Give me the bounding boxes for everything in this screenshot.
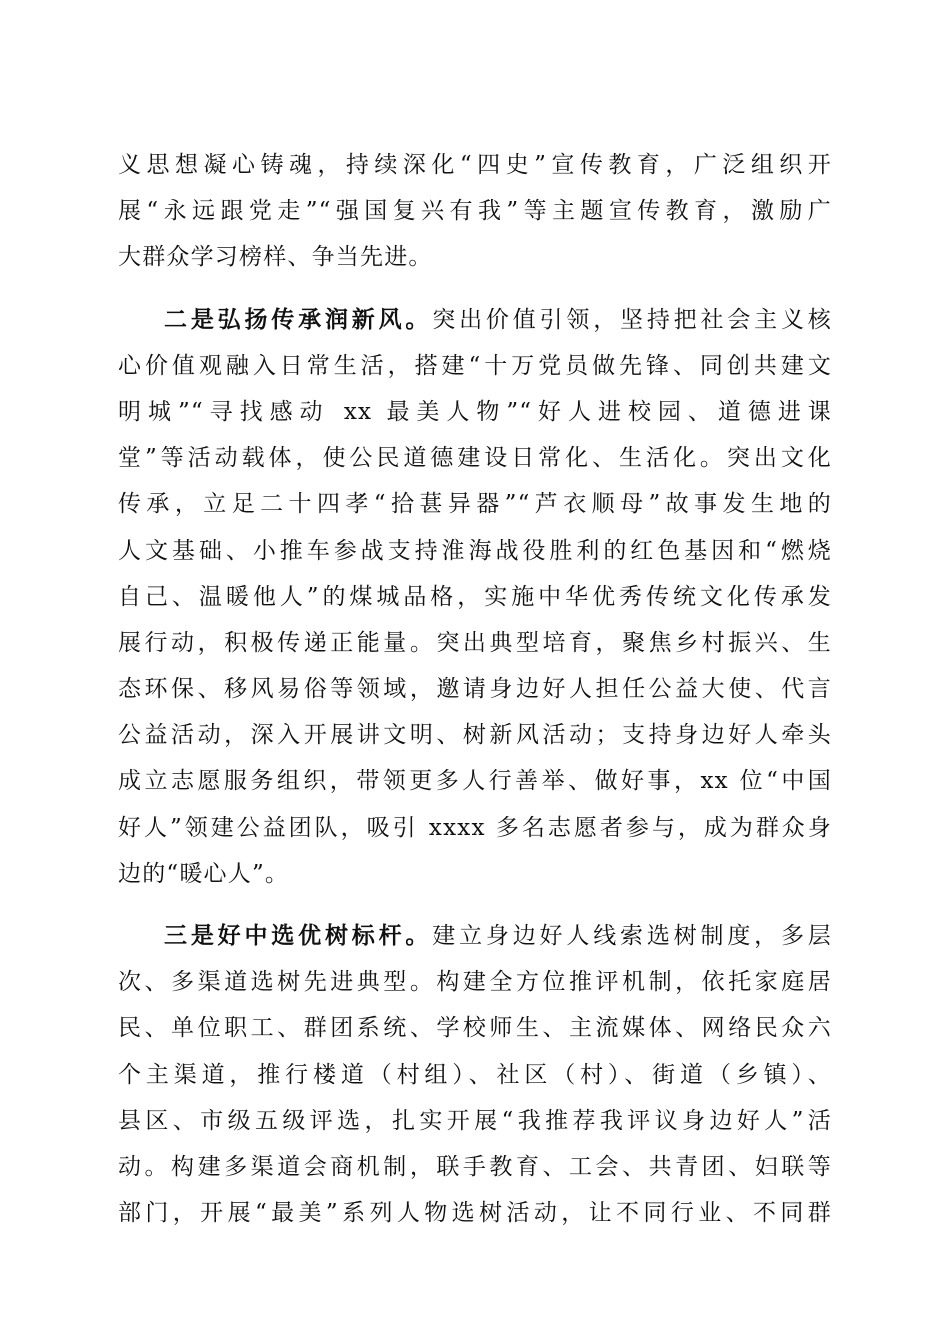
- text-line: 民、单位职工、群团系统、学校师生、主流媒体、网络民众六: [118, 1015, 832, 1042]
- paragraph-3: [118, 913, 832, 1236]
- text-line: [118, 913, 832, 959]
- text-line: 堂”等活动载体，使公民道德建设日常化、生活化。突出文化: [118, 445, 832, 472]
- text-line: 展行动，积极传递正能量。突出典型培育，聚焦乡村振兴、生: [118, 629, 832, 656]
- text-line: 县区、市级五级评选，扎实开展“我推荐我评议身边好人”活: [118, 1107, 832, 1134]
- text-line: 态环保、移风易俗等领域，邀请身边好人担任公益大使、代言: [118, 676, 832, 703]
- paragraph-lead-heading: 二是弘扬传承润新风。: [164, 305, 433, 333]
- text-line: 大群众学习榜样、争当先进。: [118, 244, 433, 271]
- text-line: [118, 297, 832, 343]
- text-line: 义思想凝心铸魂，持续深化“四史”宣传教育，广泛组织开: [118, 152, 832, 178]
- text-line: 公益活动，深入开展讲文明、树新风活动；支持身边好人牵头: [118, 722, 832, 749]
- text-line: 成立志愿服务组织，带领更多人行善举、做好事，xx 位“中国: [118, 768, 832, 795]
- paragraph-lead-heading: 三是好中选优树标杆。: [164, 922, 433, 949]
- text-line: 传承，立足二十四孝“拾葚异器”“芦衣顺母”故事发生地的: [118, 491, 832, 518]
- paragraph-1: [118, 142, 832, 281]
- text-line: 展“永远跟党走”“强国复兴有我”等主题宣传教育，激励广: [118, 198, 832, 225]
- text-line: 个主渠道，推行楼道（村组）、社区（村）、街道（乡镇）、: [118, 1061, 832, 1088]
- text-line: 明城”“寻找感动 xx 最美人物”“好人进校园、道德进课: [118, 398, 832, 425]
- document-page: [118, 142, 832, 1252]
- paragraph-2: [118, 297, 832, 897]
- text-line: 心价值观融入日常生活，搭建“十万党员做先锋、同创共建文: [118, 352, 832, 379]
- text-line: 动。构建多渠道会商机制，联手教育、工会、共青团、妇联等: [118, 1153, 832, 1180]
- text-line: 部门，开展“最美”系列人物选树活动，让不同行业、不同群: [118, 1200, 832, 1227]
- text-line-rest: 建立身边好人线索选树制度，多层: [432, 923, 832, 949]
- text-line: 人文基础、小推车参战支持淮海战役胜利的红色基因和“燃烧: [118, 537, 832, 564]
- text-line: 自己、温暖他人”的煤城品格，实施中华优秀传统文化传承发: [118, 583, 832, 610]
- text-line-rest: 突出价值引领，坚持把社会主义核: [432, 306, 832, 333]
- text-line: 边的“暖心人”。: [118, 860, 290, 887]
- text-line: 好人”领建公益团队，吸引 xxxx 多名志愿者参与，成为群众身: [118, 814, 832, 841]
- text-line: 次、多渠道选树先进典型。构建全方位推评机制，依托家庭居: [118, 969, 832, 996]
